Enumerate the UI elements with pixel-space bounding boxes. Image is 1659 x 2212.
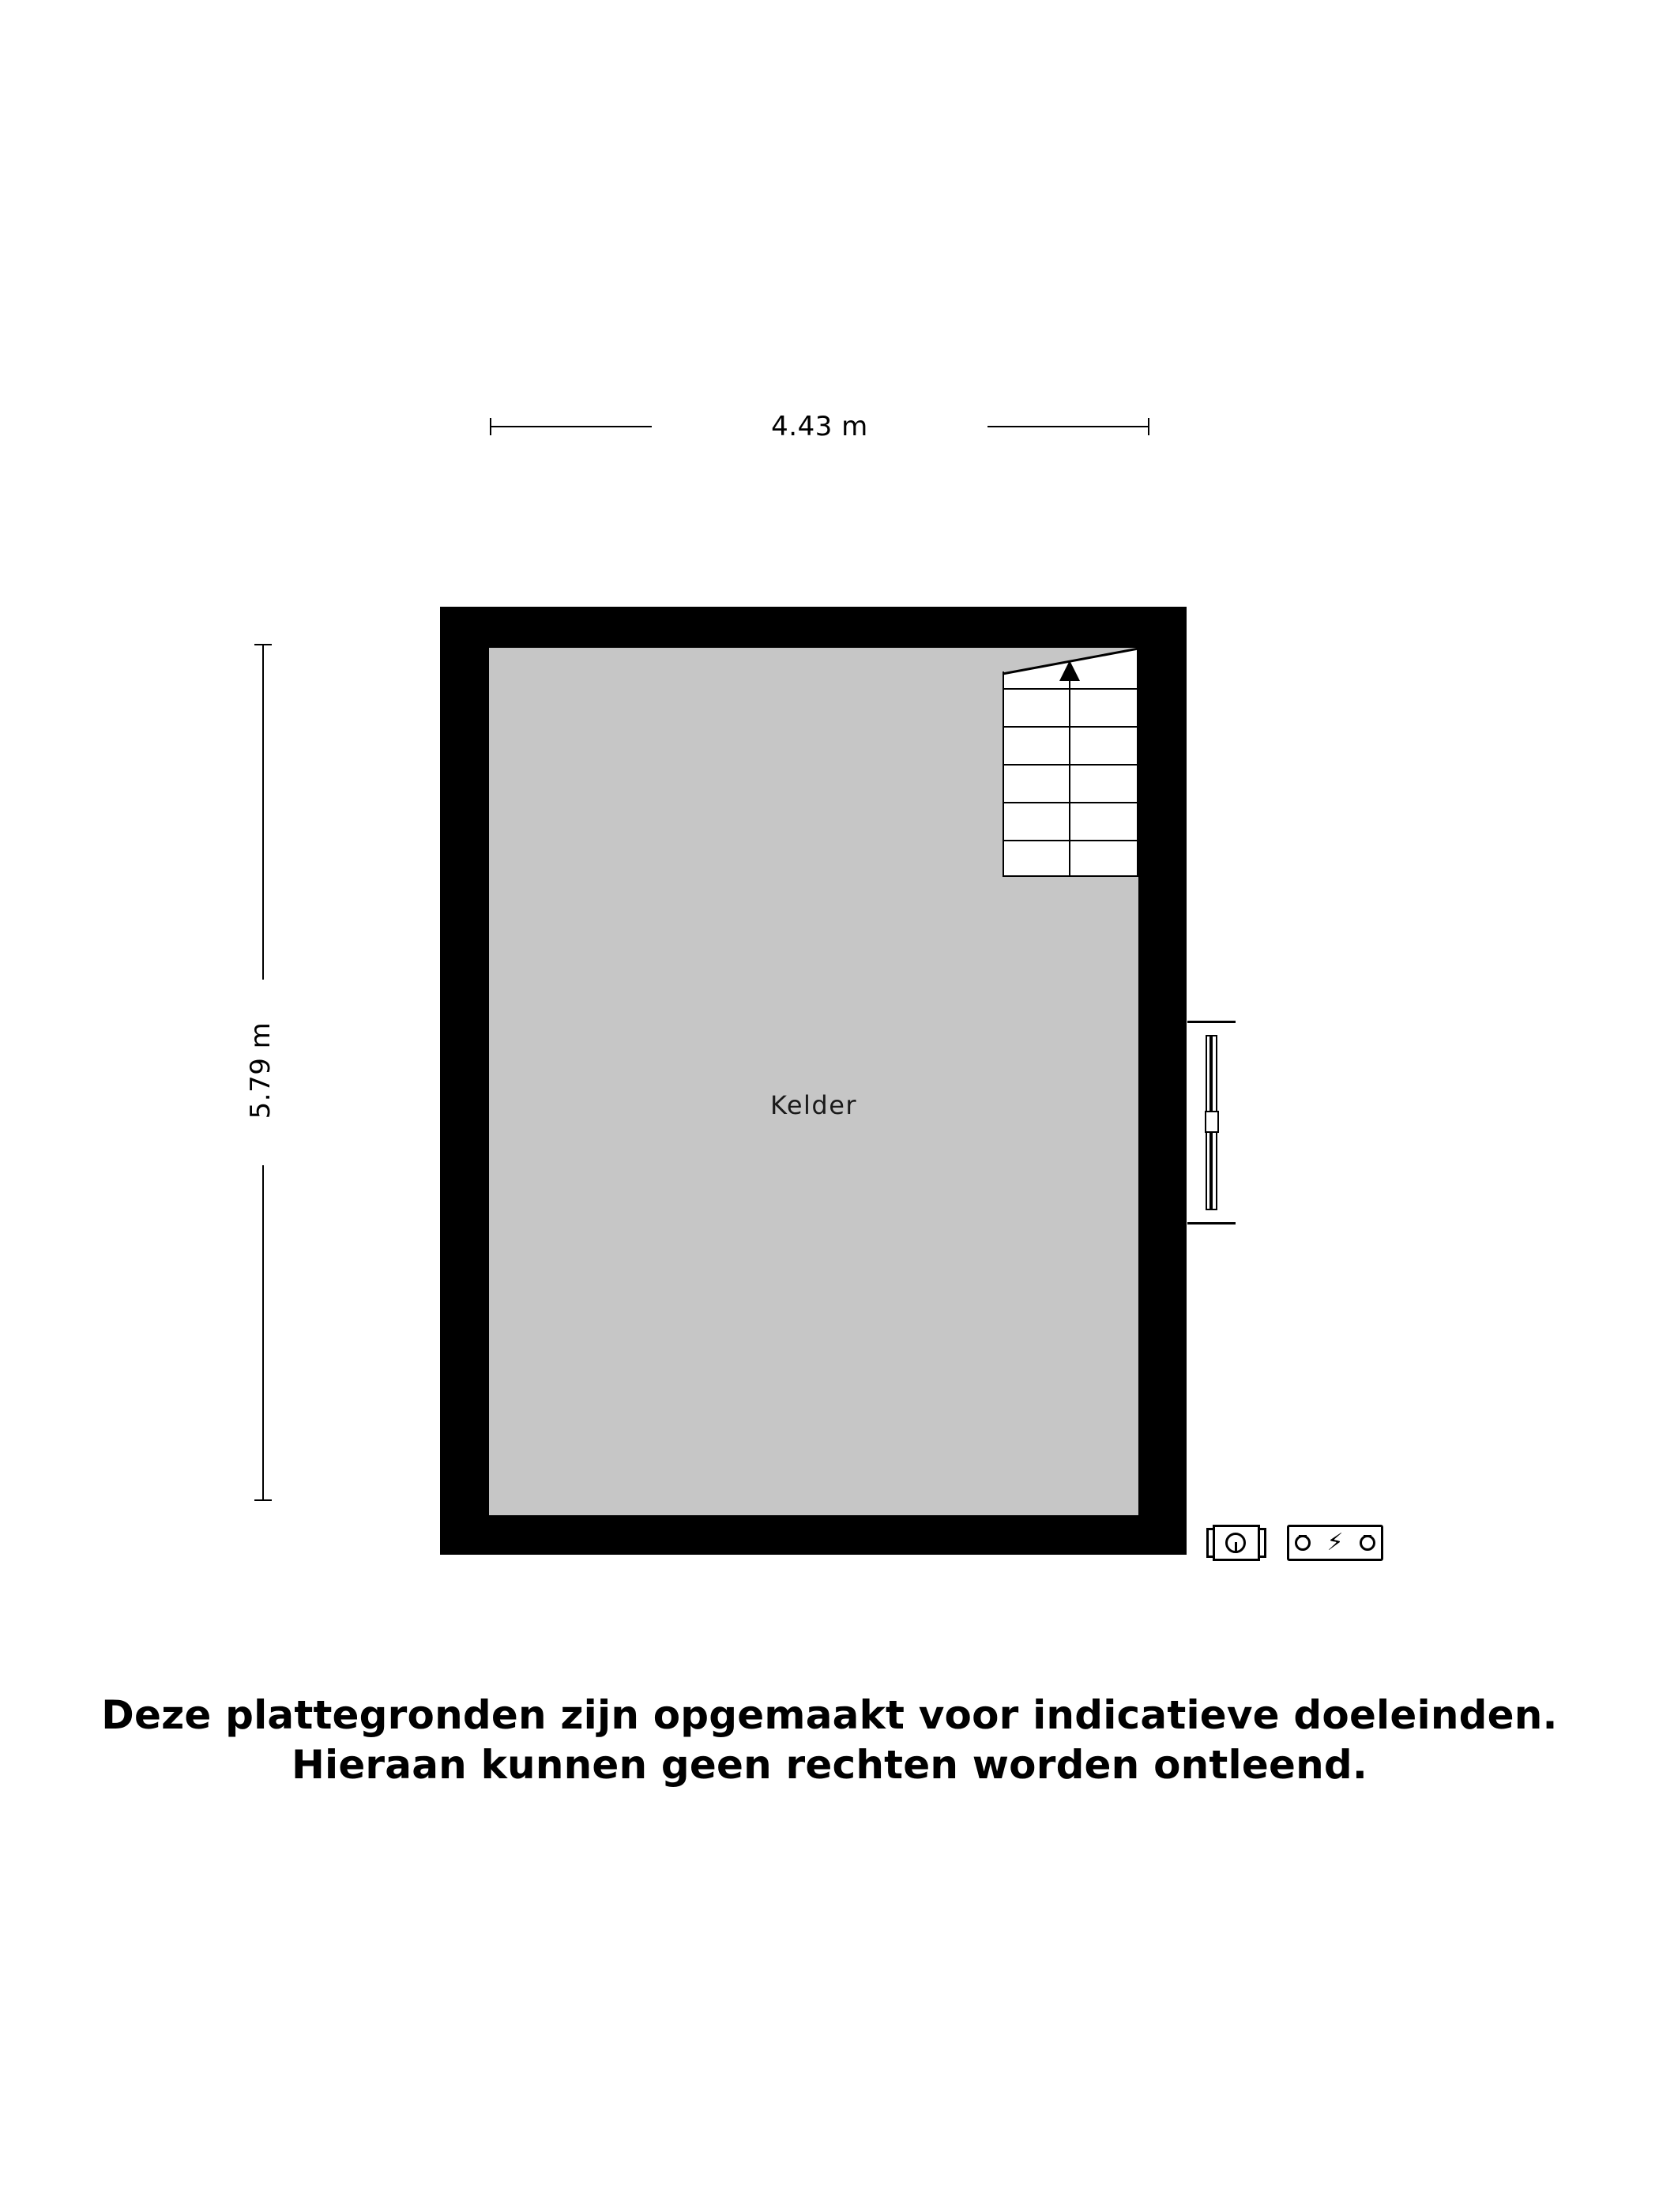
dimension-height-tick-top	[254, 644, 272, 645]
door-frame-top	[1187, 1021, 1236, 1023]
floor-plan	[440, 607, 1344, 1556]
stairs-step	[1003, 840, 1138, 841]
dimension-height	[245, 644, 281, 1501]
dimension-width	[490, 411, 1149, 442]
room-label: Kelder	[769, 1090, 858, 1120]
disclaimer-text	[0, 1691, 1659, 1789]
stairs-bottom-edge	[1003, 875, 1138, 877]
dimension-width-label: 4.43 m	[771, 411, 868, 442]
stairs-up-icon	[1003, 648, 1138, 877]
stairs-step	[1003, 688, 1138, 690]
socket-outlet-left	[1295, 1535, 1311, 1551]
door-handle-icon	[1205, 1111, 1219, 1133]
disclaimer-line-1: Deze plattegronden zijn opgemaakt voor indicatieve doeleinden.	[101, 1692, 1558, 1738]
power-socket-icon	[1287, 1525, 1383, 1561]
disclaimer-line-2: Hieraan kunnen geen rechten worden ontleend.	[291, 1741, 1368, 1788]
stairs-body	[1003, 648, 1138, 877]
light-bulb-stem	[1235, 1542, 1237, 1553]
dimension-width-tick-right	[1148, 418, 1149, 435]
stairs-center-line	[1069, 660, 1070, 877]
ceiling-light-icon	[1206, 1525, 1266, 1561]
lightning-bolt-icon: ⚡	[1326, 1529, 1344, 1556]
dimension-width-tick-left	[490, 418, 491, 435]
room-floor-kelder	[489, 648, 1344, 1556]
stairs-left-edge	[1003, 672, 1004, 877]
dimension-height-label: 5.79 m	[245, 1021, 276, 1119]
socket-outlet-right	[1360, 1535, 1375, 1551]
stairs-step	[1003, 802, 1138, 803]
stairs-step	[1003, 764, 1138, 766]
stairs-direction-arrow-icon	[1059, 660, 1080, 681]
door-icon	[1187, 1021, 1236, 1224]
dimension-height-tick-bottom	[254, 1499, 272, 1501]
stairs-step	[1003, 726, 1138, 728]
door-frame-bottom	[1187, 1222, 1236, 1224]
